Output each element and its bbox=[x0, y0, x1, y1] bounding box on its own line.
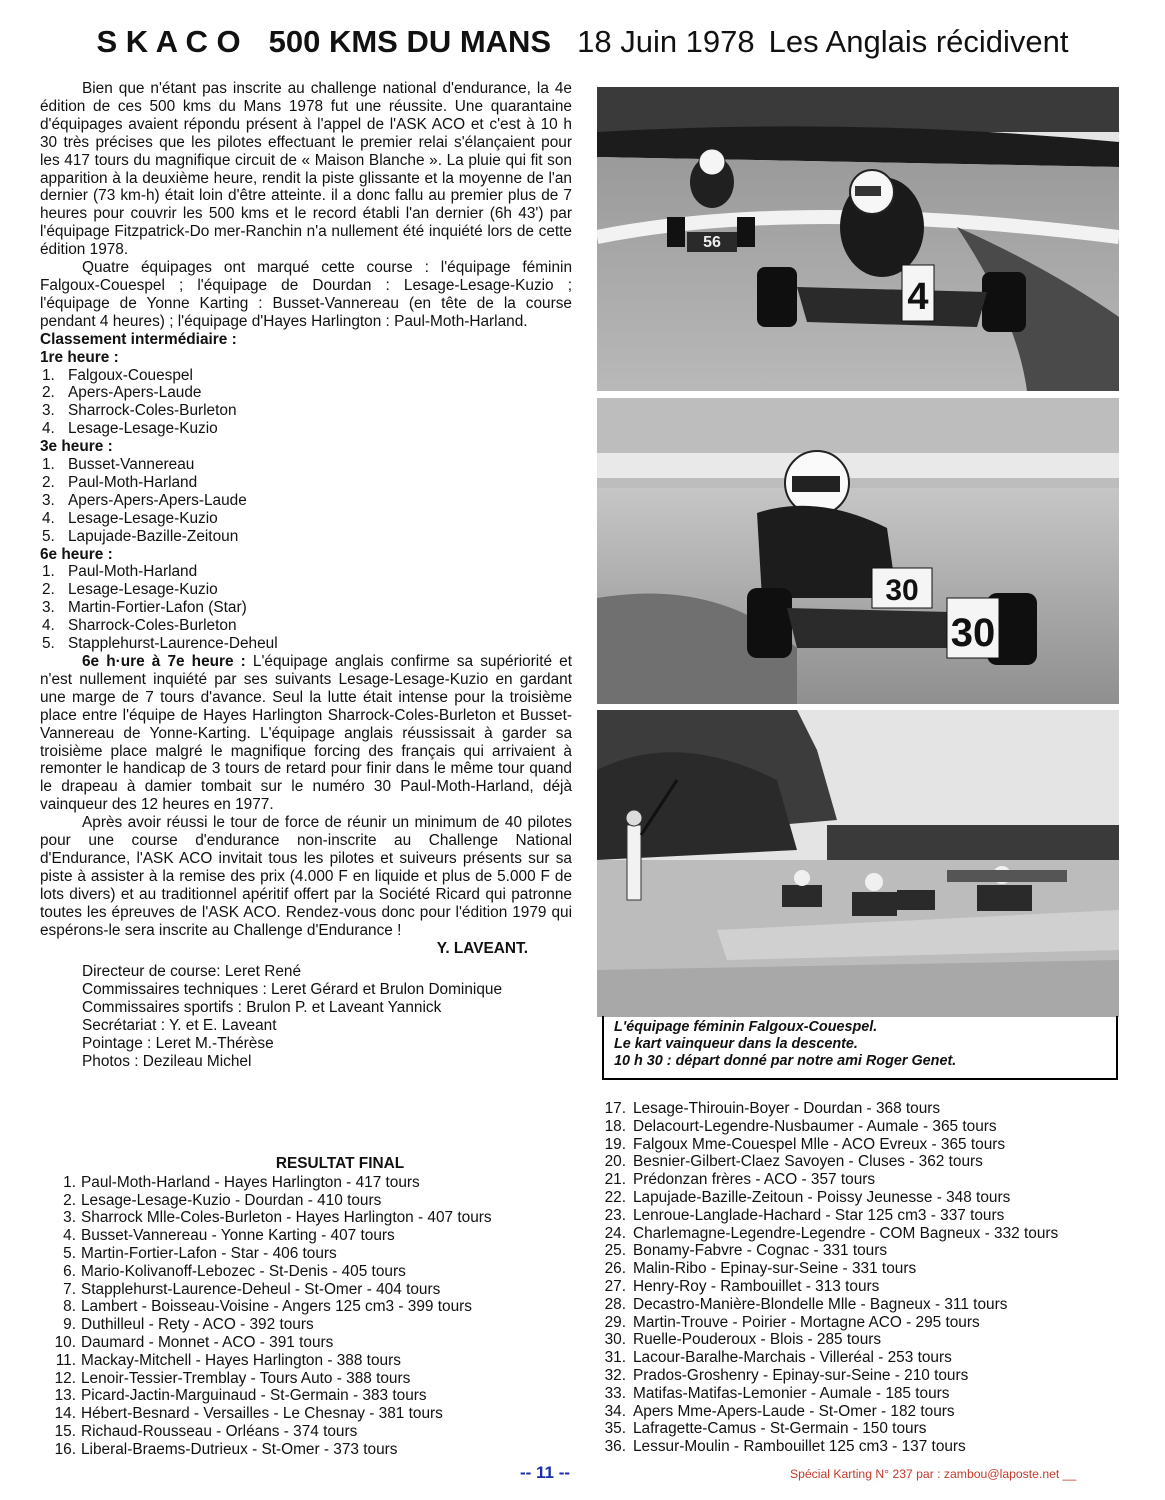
result-row: 14. Hébert-Besnard - Versailles - Le Chesnay - 381 tours bbox=[54, 1405, 443, 1423]
result-row: 11. Mackay-Mitchell - Hayes Harlington - 388 tours bbox=[55, 1351, 401, 1369]
result-row: 23. Lenroue-Langlade-Hachard - Star 125 cm3 - 337 tours bbox=[604, 1206, 1005, 1224]
list-item: 2. Paul-Moth-Harland bbox=[42, 473, 198, 491]
kart-number: 4 bbox=[907, 276, 929, 318]
hour1-list bbox=[40, 367, 572, 439]
list-item: 2. Apers-Apers-Laude bbox=[42, 384, 202, 402]
result-row: 3. Sharrock Mlle-Coles-Burleton - Hayes Harlington - 407 tours bbox=[63, 1209, 492, 1227]
hour7-text: L'équipage anglais confirme sa supériorité et n'est nullement inquiété par ses suivants Lesage-Lesage-Kuzio en gardant une marge de 7 tours d'avance. Seul la lutte était intense pour la troisième place entre l'équipe de Hayes Harlington Sharrock-Coles-Burleton et Busset-Vannereau de Yonne-Karting. L'équipage anglais réussissait à garder sa troisième place malgré le magnifique forcing des français qui arrivaient à remonter le handicap de 3 tours de retard pour finir dans le même tour quand le drapeau à damier tombait sur le numéro 30 Paul-Moth-Harland, déjà vainqueur des 12 heures en 1977. bbox=[40, 653, 572, 814]
result-row: 22. Lapujade-Bazille-Zeitoun - Poissy Jeunesse - 348 tours bbox=[604, 1188, 1011, 1206]
list-item: 1. Paul-Moth-Harland bbox=[42, 563, 198, 581]
hour7-title: 6e h·ure à 7e heure : bbox=[82, 653, 246, 670]
list-item: 3. Martin-Fortier-Lafon (Star) bbox=[42, 599, 247, 617]
article-column bbox=[40, 80, 572, 1071]
page-number: -- 11 -- bbox=[520, 1463, 571, 1482]
hour3-list bbox=[40, 456, 572, 546]
article-author: Y. LAVEANT. bbox=[436, 939, 528, 957]
results-title: RESULTAT FINAL bbox=[275, 1155, 405, 1172]
result-row: 15. Richaud-Rousseau - Orléans - 374 tours bbox=[54, 1422, 358, 1440]
article-intro: Bien que n'étant pas inscrite au challenge national d'endurance, la 4e édition de ces 500 kms du Mans 1978 fut une réussite. Une quarantaine d'équipages avaient répondu présent à l'appel de l'ASK ACO et c'est à 10 h 30 très précises que les pilotes effectuant le premier relai s'élançaient pour les 417 tours du magnifique circuit de « Maison Blanche ». La pluie qui fit son apparition à la deuxième heure, rendit la piste glissante et la moyenne de l'an dernier (73 km-h) était loin d'être atteinte. il a donc fallu au premier plus de 7 heures pour couvrir les 500 kms et le record établi l'an dernier (6h 43') par l'équipage Fitzpatrick-Do mer-Ranchin n'a nullement été inquiété lors de cette édition 1978. bbox=[40, 80, 572, 259]
results-right bbox=[590, 1100, 1150, 1456]
credit-line: Commissaires techniques : Leret Gérard et Brulon Dominique bbox=[82, 981, 503, 999]
title-brand: S K A C O bbox=[96, 24, 241, 59]
kart-number: 30 bbox=[885, 574, 919, 607]
article-closing: Après avoir réussi le tour de force de réunir un minimum de 40 pilotes pour une course d'endurance non-inscrite au Challenge National d'Endurance, l'ASK ACO invitait tous les pilotes et suiveurs présents sur sa piste à assister à la remise des prix (4.000 F en liquide et plus de 5.000 F de lots divers) et au traditionnel apéritif offert par la Société Ricard qui patronne toutes les épreuves de l'ASK ACO. Rendez-vous donc pour l'édition 1979 qui espérons-le sera inscrite au Challenge d'Endurance ! bbox=[40, 814, 572, 939]
result-row: 8. Lambert - Boisseau-Voisine - Angers 125 cm3 - 399 tours bbox=[63, 1298, 472, 1316]
photo-captions bbox=[602, 1016, 1118, 1080]
hour1-title: 1re heure : bbox=[40, 348, 119, 366]
hour6-list bbox=[40, 563, 572, 653]
credits-block bbox=[40, 963, 572, 1070]
photo-karts-curve bbox=[597, 87, 1119, 391]
result-row: 1. Paul-Moth-Harland - Hayes Harlington - 417 tours bbox=[63, 1173, 420, 1191]
credit-line: Commissaires sportifs : Brulon P. et Laveant Yannick bbox=[82, 999, 442, 1017]
intermediate-title: Classement intermédiaire : bbox=[40, 330, 237, 348]
hour6-title: 6e heure : bbox=[40, 545, 113, 563]
list-item: 5. Lapujade-Bazille-Zeitoun bbox=[42, 527, 239, 545]
list-item: 2. Lesage-Lesage-Kuzio bbox=[42, 581, 218, 599]
result-row: 19. Falgoux Mme-Couespel Mlle - ACO Evreux - 365 tours bbox=[604, 1135, 1006, 1153]
hour3-title: 3e heure : bbox=[40, 438, 113, 456]
result-row: 27. Henry-Roy - Rambouillet - 313 tours bbox=[604, 1277, 880, 1295]
result-row: 2. Lesage-Lesage-Kuzio - Dourdan - 410 tours bbox=[63, 1191, 382, 1209]
caption-line: Le kart vainqueur dans la descente. bbox=[614, 1036, 858, 1052]
credit-line: Secrétariat : Y. et E. Laveant bbox=[82, 1017, 277, 1035]
list-item: 3. Apers-Apers-Apers-Laude bbox=[42, 491, 247, 509]
result-row: 28. Decastro-Manière-Blondelle Mlle - Bagneux - 311 tours bbox=[604, 1295, 1008, 1313]
result-row: 16. Liberal-Braems-Dutrieux - St-Omer - 373 tours bbox=[54, 1440, 398, 1458]
page-title bbox=[0, 24, 1165, 70]
caption-line: L'équipage féminin Falgoux-Couespel. bbox=[614, 1019, 878, 1035]
kart-number: 30 bbox=[950, 611, 996, 655]
result-row: 34. Apers Mme-Apers-Laude - St-Omer - 182 tours bbox=[604, 1402, 955, 1420]
credit-line: Photos : Dezileau Michel bbox=[82, 1052, 252, 1070]
title-event: 500 KMS DU MANS bbox=[268, 24, 552, 59]
result-row: 7. Stapplehurst-Laurence-Deheul - St-Omer - 404 tours bbox=[63, 1280, 441, 1298]
title-headline: Les Anglais récidivent bbox=[768, 24, 1069, 59]
list-item: 3. Sharrock-Coles-Burleton bbox=[42, 402, 237, 420]
credit-line: Directeur de course: Leret René bbox=[82, 963, 302, 981]
list-item: 1. Busset-Vannereau bbox=[42, 456, 195, 474]
result-row: 33. Matifas-Matifas-Lemonier - Aumale - 185 tours bbox=[604, 1384, 950, 1402]
list-item: 1. Falgoux-Couespel bbox=[42, 366, 193, 384]
list-item: 5. Stapplehurst-Laurence-Deheul bbox=[42, 635, 278, 653]
result-row: 20. Besnier-Gilbert-Claez Savoyen - Cluses - 362 tours bbox=[604, 1153, 983, 1171]
result-row: 29. Martin-Trouve - Poirier - Mortagne ACO - 295 tours bbox=[604, 1313, 980, 1331]
result-row: 24. Charlemagne-Legendre-Legendre - COM Bagneux - 332 tours bbox=[604, 1224, 1059, 1242]
kart-number: 56 bbox=[703, 234, 721, 251]
list-item: 4. Lesage-Lesage-Kuzio bbox=[42, 420, 218, 438]
result-row: 31. Lacour-Baralhe-Marchais - Villeréal - 253 tours bbox=[604, 1349, 952, 1367]
result-row: 5. Martin-Fortier-Lafon - Star - 406 tours bbox=[63, 1244, 337, 1262]
result-row: 12. Lenoir-Tessier-Tremblay - Tours Auto - 388 tours bbox=[54, 1369, 411, 1387]
result-row: 36. Lessur-Moulin - Rambouillet 125 cm3 - 137 tours bbox=[604, 1438, 966, 1456]
list-item: 4. Sharrock-Coles-Burleton bbox=[42, 617, 237, 635]
caption-line: 10 h 30 : départ donné par notre ami Roger Genet. bbox=[614, 1053, 957, 1069]
results-left bbox=[40, 1155, 600, 1459]
footer-credit: Spécial Karting N° 237 par : zambou@laposte.net __ bbox=[790, 1467, 1077, 1481]
result-row: 17. Lesage-Thirouin-Boyer - Dourdan - 368 tours bbox=[604, 1100, 941, 1117]
result-row: 6. Mario-Kolivanoff-Lebozec - St-Denis - 405 tours bbox=[63, 1262, 406, 1280]
title-date: 18 Juin 1978 bbox=[577, 24, 755, 59]
photo-race-start bbox=[597, 710, 1119, 1017]
hour7-paragraph bbox=[40, 653, 572, 814]
credit-line: Pointage : Leret M.-Thérèse bbox=[82, 1035, 274, 1053]
result-row: 13. Picard-Jactin-Marguinaud - St-Germain - 383 tours bbox=[54, 1387, 427, 1405]
result-row: 9. Duthilleul - Rety - ACO - 392 tours bbox=[63, 1316, 314, 1334]
result-row: 25. Bonamy-Fabvre - Cognac - 331 tours bbox=[604, 1242, 888, 1260]
result-row: 4. Busset-Vannereau - Yonne Karting - 407 tours bbox=[63, 1227, 395, 1245]
result-row: 30. Ruelle-Pouderoux - Blois - 285 tours bbox=[604, 1331, 882, 1349]
list-item: 4. Lesage-Lesage-Kuzio bbox=[42, 509, 218, 527]
article-teams: Quatre équipages ont marqué cette course : l'équipage féminin Falgoux-Couespel ; l'équipage de Dourdan : Lesage-Lesage-Kuzio ; l'équipage de Yonne Karting : Busset-Vannereau (en tête de la course pendant 4 heures) ; l'équipage d'Hayes Harlington : Paul-Moth-Harland. bbox=[40, 259, 572, 330]
result-row: 26. Malin-Ribo - Epinay-sur-Seine - 331 tours bbox=[604, 1260, 917, 1278]
result-row: 35. Lafragette-Camus - St-Germain - 150 tours bbox=[604, 1420, 927, 1438]
photo-kart-30 bbox=[597, 398, 1119, 704]
result-row: 10. Daumard - Monnet - ACO - 391 tours bbox=[54, 1333, 334, 1351]
result-row: 18. Delacourt-Legendre-Nusbaumer - Aumale - 365 tours bbox=[604, 1117, 997, 1135]
result-row: 21. Prédonzan frères - ACO - 357 tours bbox=[604, 1171, 876, 1189]
result-row: 32. Prados-Groshenry - Epinay-sur-Seine - 210 tours bbox=[604, 1366, 969, 1384]
